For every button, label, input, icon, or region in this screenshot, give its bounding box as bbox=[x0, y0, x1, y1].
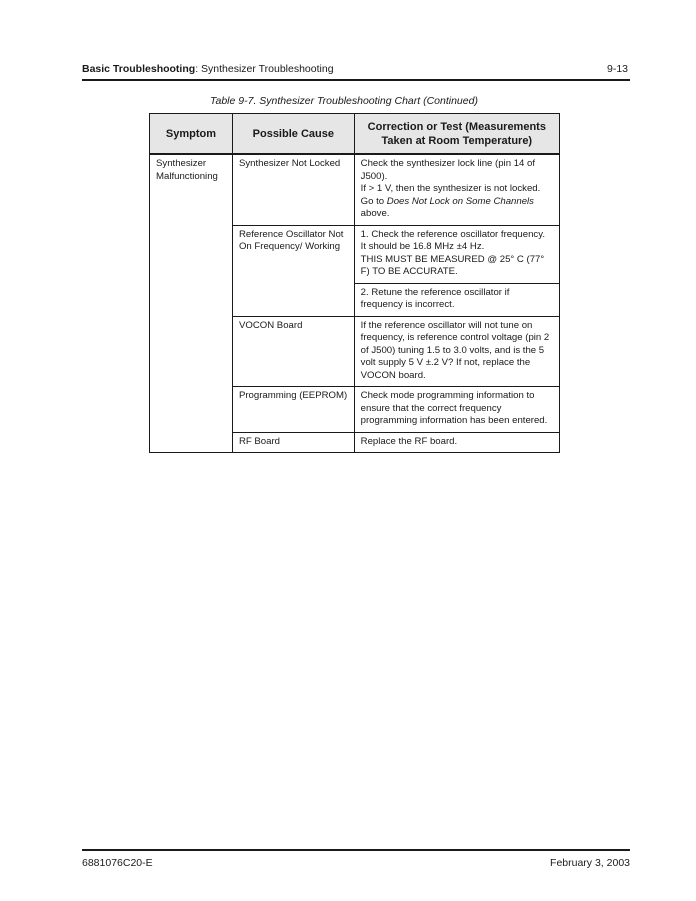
section-title: Basic Troubleshooting bbox=[82, 63, 196, 75]
cause-cell: Programming (EEPROM) bbox=[232, 387, 354, 433]
column-header-correction: Correction or Test (Measurements Taken at Room Temperature) bbox=[354, 114, 559, 155]
head-separator: : bbox=[195, 63, 202, 75]
cause-cell: Reference Oscillator Not On Frequency/ Working bbox=[232, 225, 354, 316]
cause-cell: RF Board bbox=[232, 432, 354, 453]
table-header-row bbox=[150, 114, 560, 155]
troubleshooting-table bbox=[149, 113, 560, 453]
table-caption: Table 9-7. Synthesizer Troubleshooting Chart (Continued) bbox=[210, 95, 478, 107]
cross-reference: Does Not Lock on Some Channels bbox=[386, 195, 534, 207]
header-rule bbox=[82, 79, 630, 81]
correction-cell bbox=[354, 154, 559, 225]
correction-line: 1. Check the reference oscillator frequency. bbox=[360, 228, 545, 240]
publication-date: February 3, 2003 bbox=[550, 857, 630, 869]
correction-cell: If the reference oscillator will not tune on frequency, is reference control voltage (pin 2 of J500) tuning 1.5 to 3.0 volts, and is the 5 volt supply 5 V ±.2 V? If not, replace the VOCON board. bbox=[354, 316, 559, 387]
footer-rule bbox=[82, 849, 630, 851]
cause-cell: VOCON Board bbox=[232, 316, 354, 387]
table-row bbox=[150, 154, 560, 225]
correction-cell: Replace the RF board. bbox=[354, 432, 559, 453]
running-head bbox=[82, 63, 334, 75]
correction-cell: Check mode programming information to ensure that the correct frequency programming information has been entered. bbox=[354, 387, 559, 433]
cause-cell: Synthesizer Not Locked bbox=[232, 154, 354, 225]
subsection-title: Synthesizer Troubleshooting bbox=[201, 63, 334, 75]
column-header-cause: Possible Cause bbox=[232, 114, 354, 155]
correction-cell bbox=[354, 225, 559, 283]
correction-line: Check the synthesizer lock line (pin 14 of J500). bbox=[360, 158, 536, 182]
correction-line: If > 1 V, then the synthesizer is not locked. bbox=[360, 183, 541, 194]
document-number: 6881076C20-E bbox=[82, 857, 153, 869]
page-number: 9-13 bbox=[606, 63, 628, 75]
correction-cell: 2. Retune the reference oscillator if frequency is incorrect. bbox=[354, 283, 559, 316]
symptom-cell: Synthesizer Malfunctioning bbox=[150, 154, 233, 453]
correction-line: THIS MUST BE MEASURED @ 25° C (77° F) TO BE ACCURATE. bbox=[360, 253, 545, 277]
correction-line: It should be 16.8 MHz ±4 Hz. bbox=[360, 241, 485, 252]
correction-line: Go to Does Not Lock on Some Channels above. bbox=[360, 195, 534, 219]
column-header-symptom: Symptom bbox=[150, 114, 233, 155]
